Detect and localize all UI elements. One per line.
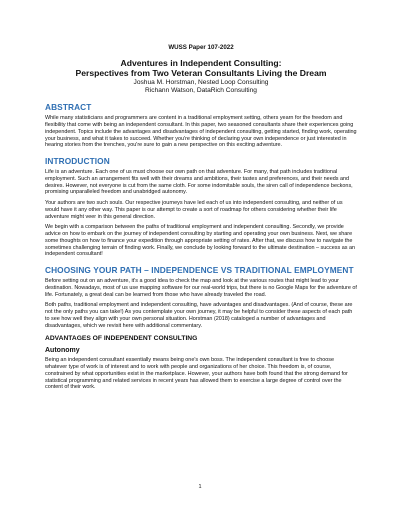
paper-title (45, 58, 357, 78)
choosing-path-heading: CHOOSING YOUR PATH – INDEPENDENCE VS TRADITIONAL EMPLOYMENT (45, 265, 354, 276)
author-2: Richann Watson, DataRich Consulting (145, 87, 257, 95)
page-number: 1 (198, 484, 202, 490)
author-1: Joshua M. Horstman, Nested Loop Consulting (133, 79, 269, 87)
autonomy-heading: Autonomy (45, 347, 80, 355)
title-line-1: Adventures in Independent Consulting: (120, 58, 282, 68)
author-list (45, 79, 357, 95)
advantages-heading: ADVANTAGES OF INDEPENDENT CONSULTING (45, 335, 198, 343)
introduction-paragraph-2: Your authors are two such souls. Our respective journeys have led each of us into independent consulting, and neither of us would have it any other way. This paper is our attempt to create a sort of roadmap for others considering whether their life adventure might veer in this general direction. (45, 200, 343, 220)
choosing-path-paragraph-2: Both paths, traditional employment and independent consulting, have advantages and disadvantages. (And of course, these are not the only paths you can take!) As you contemplate your own journey, it may be helpful to consider these aspects of each path to see how well they align with your own personal situation. Horstman (2018) cataloged a number of advantages and disadvantages, which we revisit here with additional commentary. (45, 302, 353, 329)
choosing-path-paragraph-1: Before setting out on an adventure, it's a good idea to check the map and look at the various routes that might lead to your destination. Nowadays, most of us use mapping software for our real-world trips, but there is no Google Maps for the adventure of life. Fortunately, a great deal can be learned from those who have already traveled the road. (45, 278, 357, 298)
introduction-heading: INTRODUCTION (45, 156, 110, 167)
paper-page (45, 44, 357, 395)
abstract-heading: ABSTRACT (45, 102, 92, 113)
introduction-paragraph-3: We begin with a comparison between the paths of traditional employment and independent consulting. Secondly, we provide advice on how to embark on the journey of independent consulting by starting and operating your own business. Next, we share some thoughts on how to finance your expedition through appropriate setting of rates. After that, we discuss how to navigate the sometimes challenging terrain of finding work. Finally, we conclude by looking forward to the ultimate destination – success as an independent consultant! (45, 224, 355, 258)
abstract-paragraph: While many statisticians and programmers are content in a traditional employment setting, others yearn for the freedom and flexibility that come with being an independent consultant. In this paper, two seasoned consultants share their experiences going independent. Topics include the advantages and disadvantages of independent consulting, getting started, finding work, operating your business, and what it takes to succeed. Whether you're thinking of declaring your own independence or just interested in hearing stories from the trenches, you're sure to gain a new perspective on this exciting adventure. (45, 115, 357, 149)
introduction-paragraph-1: Life is an adventure. Each one of us must choose our own path on that adventure. For many, that path includes traditional employment. Such an arrangement fits well with their dreams and ambitions, their tastes and preferences, and their needs and desires. However, not everyone is cut from the same cloth. For some indomitable souls, the siren call of independence beckons, promising unparalleled freedom and unabridged autonomy. (45, 169, 353, 196)
title-line-2: Perspectives from Two Veteran Consultants Living the Dream (75, 68, 327, 79)
autonomy-paragraph: Being an independent consultant essentially means being one's own boss. The independent consultant is free to choose whatever type of work is of interest and to work with people and organizations of her choice. This freedom is, of course, constrained by what opportunities exist in the marketplace. However, your authors have both found that the strong demand for statistical programming and related services in recent years has allowed them to exercise a large degree of control over the content of their work. (45, 357, 348, 391)
paper-id: WUSS Paper 107-2022 (168, 44, 234, 51)
